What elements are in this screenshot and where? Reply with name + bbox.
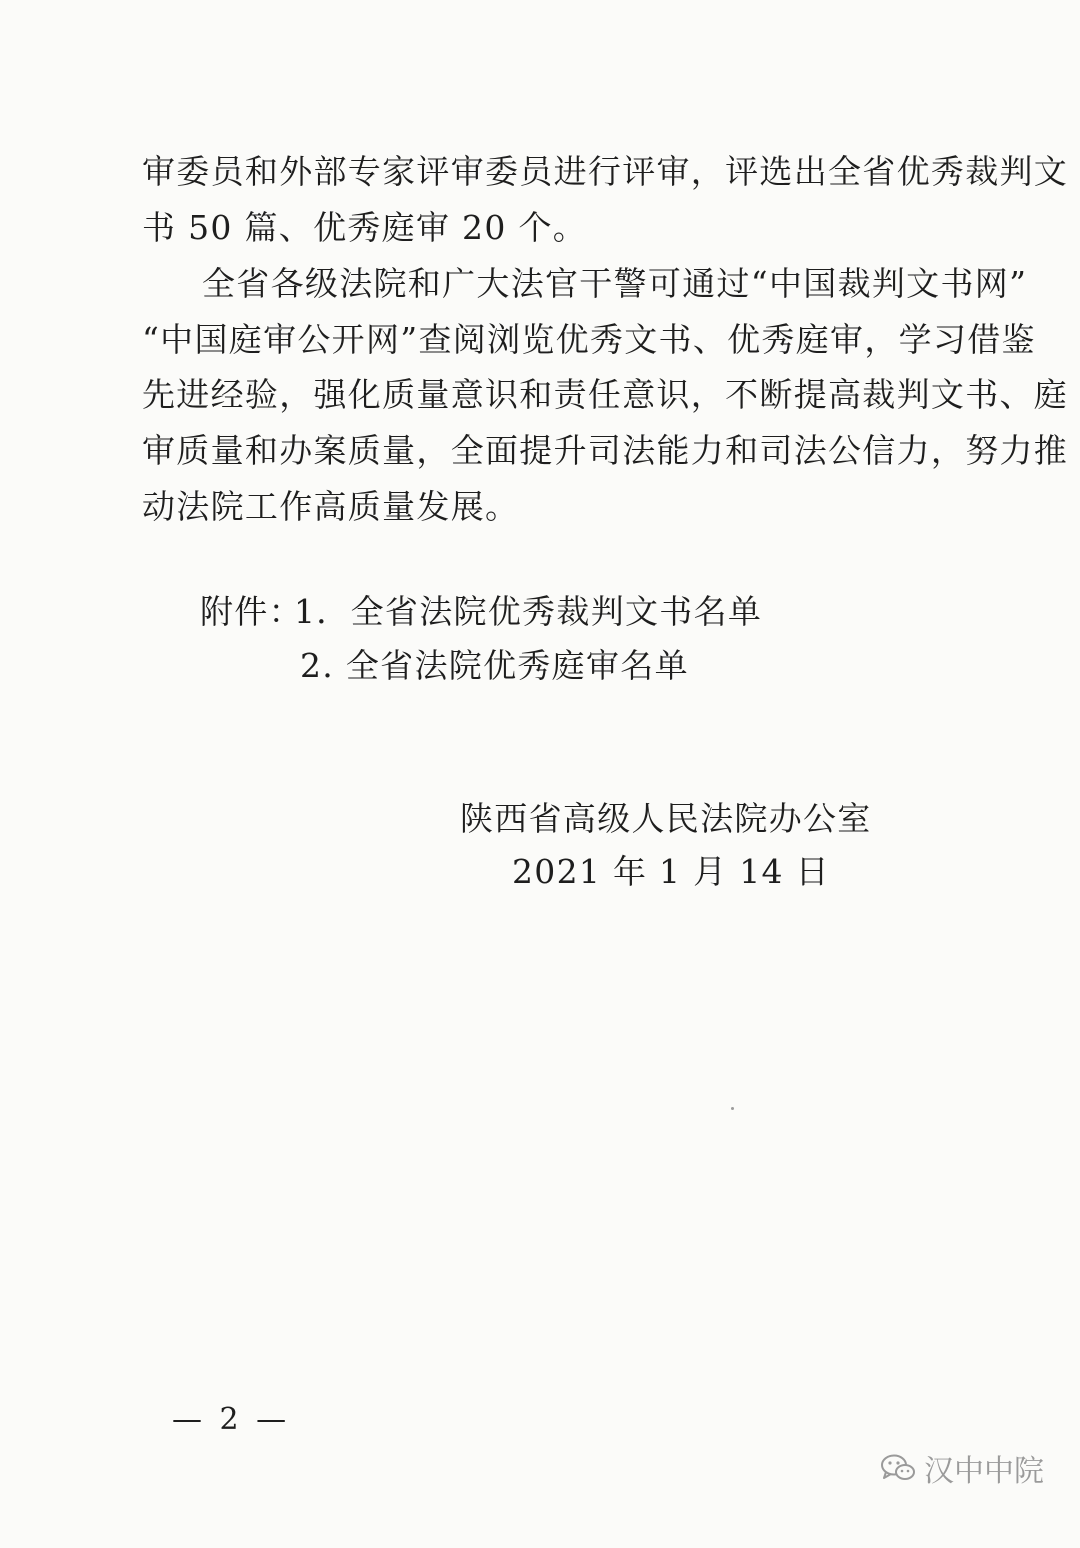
paragraph2-line4: 审质量和办案质量，全面提升司法能力和司法公信力，努力推: [142, 431, 1069, 470]
attachment-item-1: 1．全省法院优秀裁判文书名单: [294, 592, 763, 631]
paragraph1-line2: 书 50 篇、优秀庭审 20 个。: [142, 208, 588, 247]
page-number: — 2 —: [172, 1402, 291, 1437]
paper-speck: [731, 1107, 734, 1110]
signature-organization: 陕西省高级人民法院办公室: [460, 799, 872, 838]
paragraph2-line2: “中国庭审公开网”查阅浏览优秀文书、优秀庭审，学习借鉴: [142, 320, 1036, 359]
watermark: [880, 1446, 1044, 1490]
attachments-label: 附件：: [200, 592, 303, 631]
paragraph2-line3: 先进经验，强化质量意识和责任意识，不断提高裁判文书、庭: [142, 375, 1069, 414]
watermark-text: 汉中中院: [924, 1454, 1044, 1489]
signature-date: 2021 年 1 月 14 日: [512, 852, 830, 891]
paragraph1-line1: 审委员和外部专家评审委员进行评审，评选出全省优秀裁判文: [142, 152, 1069, 191]
attachment-item-2: 2. 全省法院优秀庭审名单: [300, 646, 689, 685]
paragraph2-line1: 全省各级法院和广大法官干警可通过“中国裁判文书网”: [202, 264, 1028, 303]
wechat-icon: [880, 1453, 916, 1483]
paragraph2-line5: 动法院工作高质量发展。: [142, 487, 520, 526]
